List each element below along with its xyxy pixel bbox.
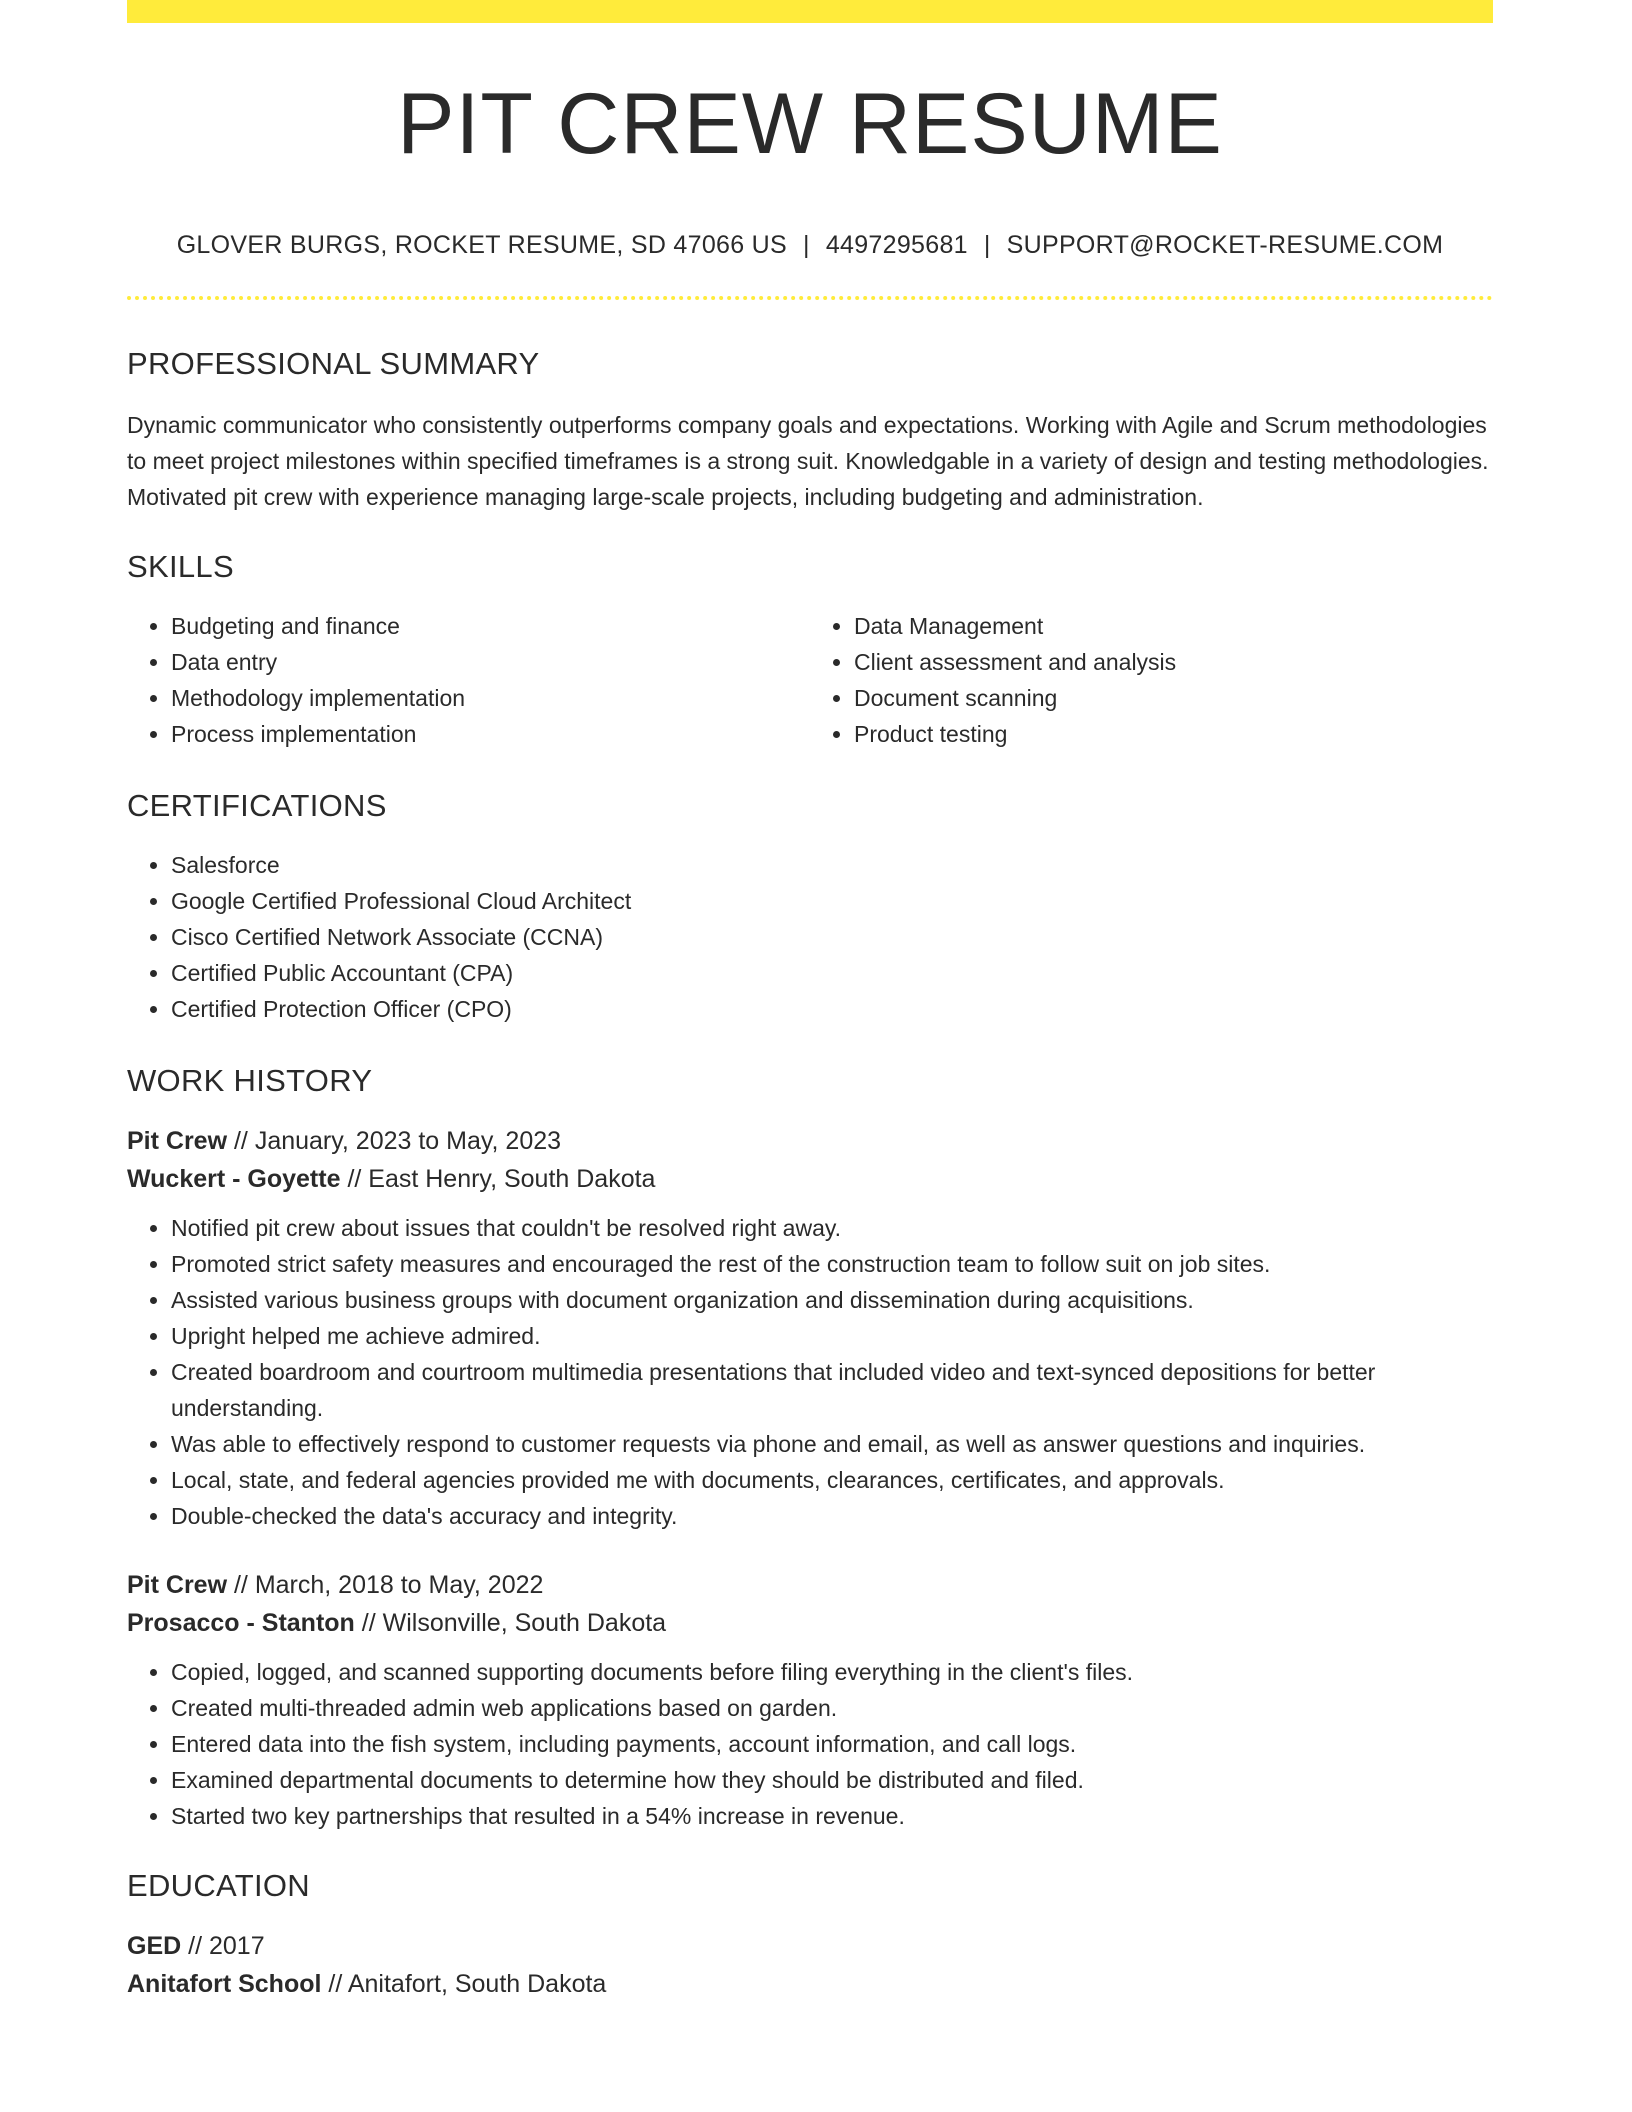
- skill-item: • Methodology implementation: [171, 680, 810, 716]
- skill-item: • Document scanning: [854, 680, 1493, 716]
- certifications-heading: CERTIFICATIONS: [127, 788, 387, 823]
- education-school: Anitafort School: [127, 1970, 322, 1998]
- job-duty-item: • Was able to effectively respond to customer requests via phone and email, as well as answer questions and inquiries.: [171, 1426, 1493, 1462]
- job-duty-item: • Notified pit crew about issues that couldn't be resolved right away.: [171, 1210, 1493, 1246]
- contact-phone: 4497295681: [825, 231, 968, 259]
- job-duty-item: • Copied, logged, and scanned supporting documents before filing everything in the client's files.: [171, 1654, 1493, 1690]
- job-duty-item: • Created boardroom and courtroom multimedia presentations that included video and text-synced depositions for better understanding.: [171, 1354, 1493, 1426]
- skill-item: • Data Management: [854, 608, 1493, 644]
- job-duty-item: • Local, state, and federal agencies provided me with documents, clearances, certificates, and approvals.: [171, 1462, 1493, 1498]
- skills-list-left: [127, 608, 810, 752]
- education-year: // 2017: [188, 1932, 265, 1960]
- job-duty-item: • Assisted various business groups with document organization and dissemination during acquisitions.: [171, 1282, 1493, 1318]
- skill-item: • Client assessment and analysis: [854, 644, 1493, 680]
- job-duty-item: • Entered data into the fish system, including payments, account information, and call logs.: [171, 1726, 1493, 1762]
- contact-separator: |: [803, 231, 810, 259]
- contact-separator: |: [983, 231, 991, 259]
- skill-item: • Budgeting and finance: [171, 608, 810, 644]
- job-company-line: [127, 1160, 1493, 1198]
- work-history-heading: WORK HISTORY: [127, 1063, 373, 1098]
- job-duty-item: • Double-checked the data's accuracy and integrity.: [171, 1498, 1493, 1534]
- job-dates: // March, 2018 to May, 2022: [233, 1571, 544, 1599]
- skill-item: • Process implementation: [171, 716, 810, 752]
- job-company-line: [127, 1604, 1493, 1642]
- skills-list-right: [810, 608, 1493, 752]
- job-entry: [127, 1122, 1493, 1534]
- education-degree-line: [127, 1927, 1493, 1965]
- job-company: Prosacco - Stanton: [127, 1609, 355, 1637]
- job-role-line: [127, 1566, 1493, 1604]
- job-duties-list: [127, 1654, 1493, 1834]
- job-duty-item: • Started two key partnerships that resulted in a 54% increase in revenue.: [171, 1798, 1493, 1834]
- job-entry: [127, 1566, 1493, 1834]
- resume-page: [127, 0, 1493, 2003]
- summary-text: Dynamic communicator who consistently outperforms company goals and expectations. Working with Agile and Scrum methodologies to meet project milestones within specified timeframes is a strong suit. Knowledgable in a variety of design and testing methodologies. Motivated pit crew with experience managing large-scale projects, including budgeting and administration.: [127, 412, 1489, 510]
- contact-line: [127, 233, 1493, 258]
- certification-item: • Google Certified Professional Cloud Architect: [171, 883, 1493, 919]
- contact-address: GLOVER BURGS, ROCKET RESUME, SD 47066 US: [176, 231, 788, 259]
- certification-item: • Cisco Certified Network Associate (CCNA): [171, 919, 1493, 955]
- job-duty-item: • Created multi-threaded admin web applications based on garden.: [171, 1690, 1493, 1726]
- contact-email: SUPPORT@ROCKET-RESUME.COM: [1006, 231, 1444, 259]
- education-heading: EDUCATION: [127, 1868, 310, 1903]
- dotted-divider: [127, 296, 1493, 300]
- accent-top-bar: [127, 0, 1493, 23]
- skill-item: • Product testing: [854, 716, 1493, 752]
- certification-item: • Certified Public Accountant (CPA): [171, 955, 1493, 991]
- certification-item: • Salesforce: [171, 847, 1493, 883]
- job-duty-item: • Promoted strict safety measures and encouraged the rest of the construction team to follow suit on job sites.: [171, 1246, 1493, 1282]
- education-degree: GED: [127, 1932, 182, 1960]
- job-role: Pit Crew: [127, 1127, 228, 1155]
- job-company: Wuckert - Goyette: [127, 1165, 341, 1193]
- skill-item: • Data entry: [171, 644, 810, 680]
- job-location: // East Henry, South Dakota: [347, 1165, 656, 1193]
- job-duty-item: • Examined departmental documents to determine how they should be distributed and filed.: [171, 1762, 1493, 1798]
- job-location: // Wilsonville, South Dakota: [361, 1609, 667, 1637]
- skills-heading: SKILLS: [127, 549, 234, 584]
- job-role: Pit Crew: [127, 1571, 228, 1599]
- job-duty-item: • Upright helped me achieve admired.: [171, 1318, 1493, 1354]
- certifications-list: [127, 847, 1493, 1027]
- certification-item: • Certified Protection Officer (CPO): [171, 991, 1493, 1027]
- summary-heading: PROFESSIONAL SUMMARY: [127, 346, 540, 381]
- education-location: // Anitafort, South Dakota: [328, 1970, 607, 1998]
- job-duties-list: [127, 1210, 1493, 1534]
- page-title: PIT CREW RESUME: [397, 76, 1223, 172]
- job-dates: // January, 2023 to May, 2023: [233, 1127, 562, 1155]
- education-school-line: [127, 1965, 1493, 2003]
- skills-columns: [127, 608, 1493, 752]
- job-role-line: [127, 1122, 1493, 1160]
